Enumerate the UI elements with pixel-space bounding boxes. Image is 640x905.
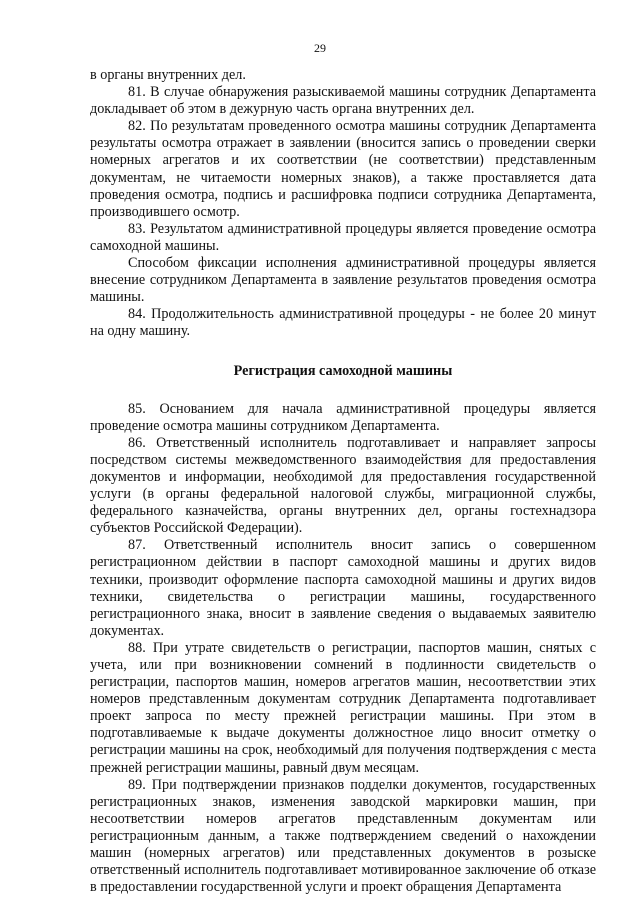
paragraph: 85. Основанием для начала административной процедуры является проведение осмотра машины сотрудником Департамента. — [90, 400, 596, 434]
paragraph: 86. Ответственный исполнитель подготавливает и направляет запросы посредством системы межведомственного взаимодействия для предоставления документов и информации, необходимой для предоставления государственной услуги (в органы федеральной налоговой службы, миграционной службы, федерального казначейства, органы внутренних дел, органы гостехнадзора субъектов Российской Федерации). — [90, 434, 596, 537]
paragraph: 83. Результатом административной процедуры является проведение осмотра самоходной машины. — [90, 220, 596, 254]
paragraph: 89. При подтверждении признаков подделки документов, государственных регистрационных знаков, изменения заводской маркировки машин, при несоответствии номеров агрегатов представленным документам или регистрационным данным, а также подтверждением сведений о нахождении машин (номерных агрегатов) или представленных документов в розыске ответственный исполнитель подготавливает мотивированное заключение об отказе в предоставлении государственной услуги и проект обращения Департамента — [90, 776, 596, 896]
paragraphs-top — [90, 67, 596, 341]
paragraph: 87. Ответственный исполнитель вносит запись о совершенном регистрационном действии в паспорт самоходной машины и других видов техники, производит оформление паспорта самоходной машины и других видов техники, свидетельства о регистрации машины, государственного регистрационного знака, вносит в заявление сведения о выдаваемых заявителю документах. — [90, 537, 596, 639]
page-number: 29 — [314, 41, 326, 55]
paragraph: 88. При утрате свидетельств о регистрации, паспортов машин, снятых с учета, или при возникновении сомнений в подлинности свидетельств о регистрации, паспортов машин, номеров агрегатов машин, несоответствии этих номеров представленным документам сотрудник Департамента подготавливает проект запроса по месту прежней регистрации машины. При этом в подготавливаемые к выдаче документы должностное лицо вносит отметку о регистрации машины на срок, необходимый для получения подтверждения с места прежней регистрации машины, равный двум месяцам. — [90, 639, 596, 776]
paragraph: в органы внутренних дел. — [90, 67, 246, 83]
paragraph: 82. По результатам проведенного осмотра машины сотрудник Департамента результаты осмотра отражает в заявлении (вносится запись о проведении сверки номерных агрегатов и их соответствии (не соответствии) представленным документам, не читаемости номерных знаков), а также проставляется дата проведения осмотра, подпись и расшифровка подписи сотрудника Департамента, производившего осмотр. — [90, 118, 596, 220]
section-heading: Регистрация самоходной машины — [233, 362, 453, 379]
document-body — [90, 67, 596, 896]
paragraph: 84. Продолжительность административной процедуры - не более 20 минут на одну машину. — [90, 306, 596, 340]
paragraph: Способом фиксации исполнения административной процедуры является внесение сотрудником Департамента в заявление результатов проведения осмотра машины. — [90, 255, 596, 306]
paragraph: 81. В случае обнаружения разыскиваемой машины сотрудник Департамента докладывает об этом в дежурную часть органа внутренних дел. — [90, 84, 596, 118]
paragraphs-bottom — [90, 401, 596, 897]
